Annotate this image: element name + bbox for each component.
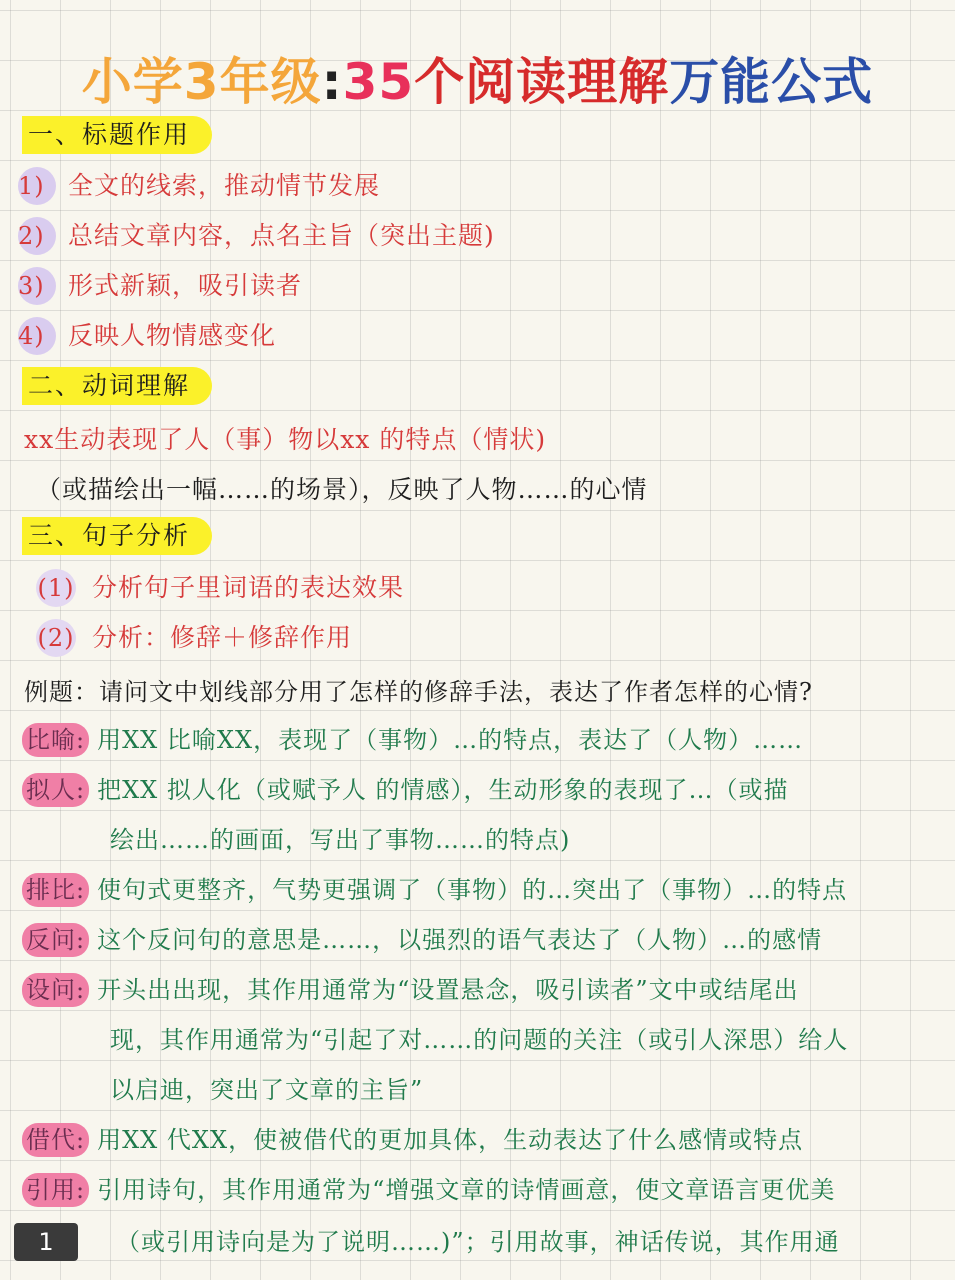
rhetoric-text: 把XX 拟人化（或赋予人 的情感），生动形象的表现了…（或描 bbox=[97, 776, 789, 804]
item-number: (1) bbox=[36, 569, 76, 607]
rhetoric-text: 开头出出现，其作用通常为“设置悬念，吸引读者”文中或结尾出 bbox=[97, 976, 799, 1004]
title-part-formula: 万能公式 bbox=[669, 53, 874, 111]
item-number: 3) bbox=[18, 267, 56, 305]
section1-item-3 bbox=[18, 266, 302, 305]
rhetoric-text: 使句式更整齐，气势更强调了（事物）的…突出了（事物）…的特点 bbox=[97, 876, 848, 904]
rhetoric-tag: 引用: bbox=[22, 1173, 89, 1207]
rhetoric-paibi bbox=[22, 870, 847, 907]
title-part-grade: 小学3年级 bbox=[81, 53, 322, 111]
item-text: 总结文章内容，点名主旨（突出主题) bbox=[68, 221, 495, 250]
section1-item-4 bbox=[18, 316, 276, 355]
title-part-number: 35 bbox=[342, 53, 415, 111]
item-text: 形式新颖，吸引读者 bbox=[68, 271, 303, 300]
rhetoric-tag: 拟人: bbox=[22, 773, 89, 807]
item-number: 2) bbox=[18, 217, 56, 255]
rhetoric-tag: 设问: bbox=[22, 973, 89, 1007]
rhetoric-niren-continued: 绘出……的画面，写出了事物……的特点) bbox=[110, 826, 571, 854]
section1-item-2 bbox=[18, 216, 495, 255]
rhetoric-text: 用XX 代XX，使被借代的更加具体，生动表达了什么感情或特点 bbox=[97, 1126, 804, 1154]
item-text: 分析：修辞＋修辞作用 bbox=[92, 623, 353, 652]
page-title bbox=[0, 42, 955, 114]
item-text: 反映人物情感变化 bbox=[68, 321, 277, 350]
section2-line-2: （或描绘出一幅……的场景），反映了人物……的心情 bbox=[36, 475, 648, 504]
rhetoric-text: 引用诗句，其作用通常为“增强文章的诗情画意，使文章语言更优美 bbox=[97, 1176, 836, 1204]
section2-line-1: xx生动表现了人（事）物以xx 的特点（情状) bbox=[24, 425, 547, 454]
rhetoric-shewen-continued-2: 以启迪，突出了文章的主旨” bbox=[110, 1076, 424, 1104]
rhetoric-shewen bbox=[22, 970, 799, 1007]
rhetoric-fanwen bbox=[22, 920, 822, 957]
rhetoric-jiedai bbox=[22, 1120, 803, 1157]
rhetoric-tag: 借代: bbox=[22, 1123, 89, 1157]
section3-heading: 三、句子分析 bbox=[22, 517, 212, 555]
item-text: 全文的线索，推动情节发展 bbox=[68, 171, 381, 200]
item-number: 1) bbox=[18, 167, 56, 205]
rhetoric-text: 这个反问句的意思是……，以强烈的语气表达了（人物）…的感情 bbox=[97, 926, 823, 954]
rhetoric-niren bbox=[22, 770, 789, 807]
rhetoric-tag: 反问: bbox=[22, 923, 89, 957]
title-colon: : bbox=[321, 53, 343, 111]
title-part-reading: 个阅读理解 bbox=[414, 53, 670, 111]
example-question: 例题：请问文中划线部分用了怎样的修辞手法，表达了作者怎样的心情? bbox=[24, 678, 813, 706]
rhetoric-text: 用XX 比喻XX，表现了（事物）…的特点，表达了（人物）…… bbox=[97, 726, 804, 754]
item-text: 分析句子里词语的表达效果 bbox=[92, 573, 405, 602]
section3-item-2 bbox=[36, 618, 352, 657]
item-number: (2) bbox=[36, 619, 76, 657]
section2-heading: 二、动词理解 bbox=[22, 367, 212, 405]
item-number: 4) bbox=[18, 317, 56, 355]
rhetoric-yinyong bbox=[22, 1170, 835, 1207]
section3-item-1 bbox=[36, 568, 404, 607]
rhetoric-tag: 比喻: bbox=[22, 723, 89, 757]
section1-item-1 bbox=[18, 166, 380, 205]
page-number-badge: 1 bbox=[14, 1223, 78, 1261]
rhetoric-tag: 排比: bbox=[22, 873, 89, 907]
rhetoric-yinyong-continued: （或引用诗向是为了说明……)”；引用故事，神话传说，其作用通 bbox=[116, 1228, 840, 1256]
rhetoric-shewen-continued-1: 现，其作用通常为“引起了对……的问题的关注（或引人深思）给人 bbox=[110, 1026, 849, 1054]
section1-heading: 一、标题作用 bbox=[22, 116, 212, 154]
rhetoric-biyu bbox=[22, 720, 803, 757]
